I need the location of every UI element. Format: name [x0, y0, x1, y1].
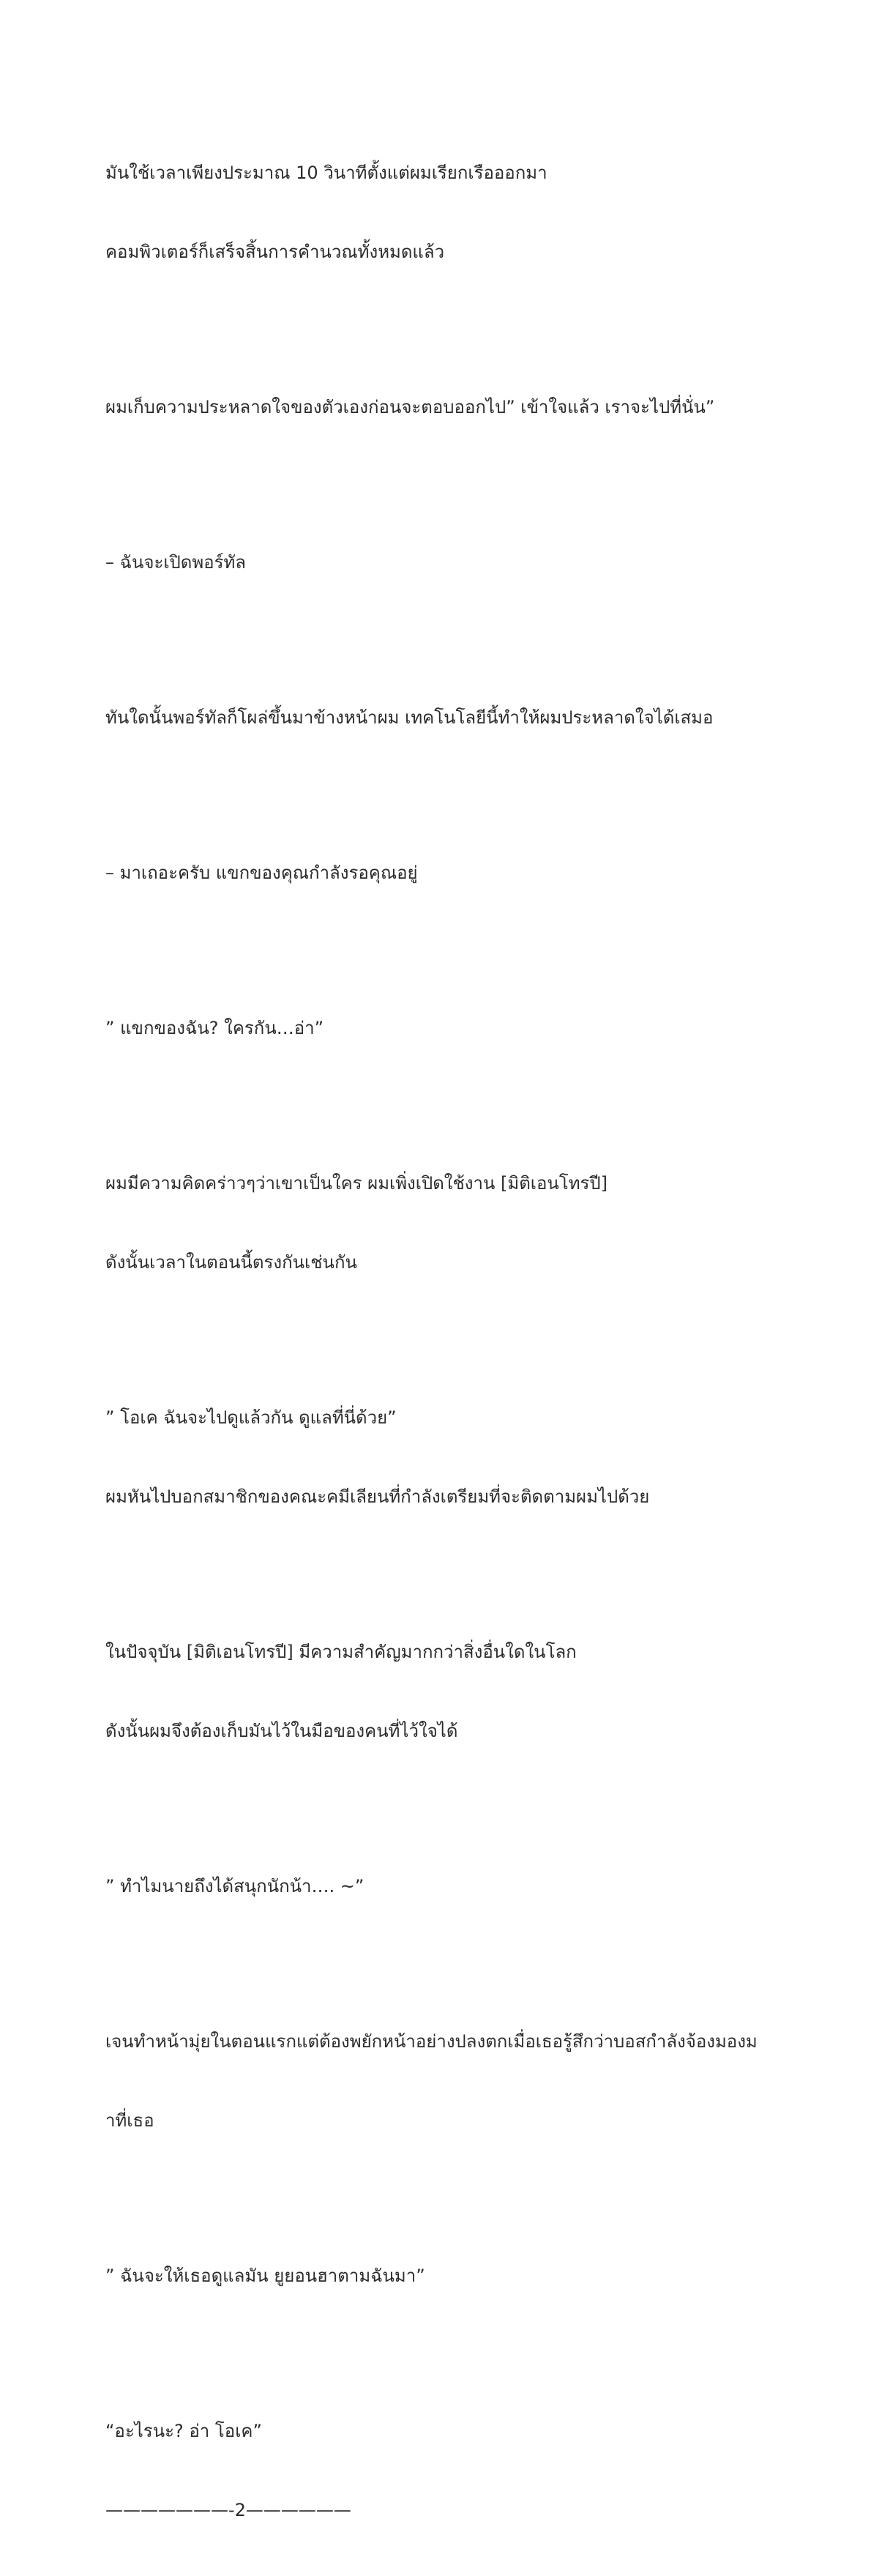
text-line: ผมมีความคิดคร่าวๆว่าเขาเป็นใคร ผมเพิ่งเปิดใช้งาน [มิติเอนโทรปี] [105, 1173, 608, 1194]
text-line: ผมหันไปบอกสมาชิกของคณะคมีเลียนที่กำลังเตรียมที่จะติดตามผมไปด้วย [105, 1486, 650, 1507]
text-line: ” แขกของฉัน? ใครกัน…อ่า” [105, 1018, 324, 1038]
text-line: ” ทำไมนายถึงได้สนุกนักน้า…. ~” [105, 1876, 365, 1896]
text-line: ผมเก็บความประหลาดใจของตัวเองก่อนจะตอบออกไป” เข้าใจแล้ว เราจะไปที่นั่น” [105, 397, 715, 417]
closing-line: “อะไรนะ? อ่า โอเค” [105, 2421, 262, 2441]
paragraph-2 [105, 341, 771, 473]
text-line: ” ฉันจะให้เธอดูแลมัน ยูยอนฮาตามฉันมา” [105, 2266, 425, 2286]
paragraph-5 [105, 807, 771, 939]
paragraph-6 [105, 962, 771, 1094]
paragraph-8 [105, 1352, 771, 1563]
paragraph-4 [105, 652, 771, 783]
text-line: ดังนั้นเวลาในตอนนี้ตรงกันเช่นกัน [105, 1252, 357, 1273]
paragraph-3 [105, 496, 771, 628]
text-line: าที่เธอ [105, 2110, 154, 2131]
paragraph-12 [105, 2210, 771, 2342]
text-line: ” โอเค ฉันจะไปดูแล้วกัน ดูแลที่นี่ด้วย” [105, 1407, 397, 1428]
paragraph-1 [105, 107, 771, 318]
paragraph-7 [105, 1117, 771, 1328]
document-body [105, 107, 771, 2576]
text-line: คอมพิวเตอร์ก็เสร็จสิ้นการคำนวณทั้งหมดแล้ว [105, 242, 445, 262]
text-line: ในปัจจุบัน [มิติเอนโทรปี] มีความสำคัญมากกว่าสิ่งอื่นใดในโลก [105, 1642, 577, 1662]
text-line: ทันใดนั้นพอร์ทัลก็โผล่ขึ้นมาข้างหน้าผม เทคโนโลยีนี้ทำให้ผมประหลาดใจได้เสมอ [105, 707, 714, 728]
text-line: เจนทำหน้ามุ่ยในตอนแรกแต่ต้องพยักหน้าอย่างปลงตกเมื่อเธอรู้สึกว่าบอสกำลังจ้องมองม [105, 2031, 758, 2052]
paragraph-10 [105, 1820, 771, 1952]
paragraph-closing [105, 2365, 771, 2576]
text-line: มันใช้เวลาเพียงประมาณ 10 วินาทีตั้งแต่ผมเรียกเรือออกมา [105, 163, 547, 183]
paragraph-11 [105, 1976, 771, 2186]
text-line: – ฉันจะเปิดพอร์ทัล [105, 552, 247, 573]
page-marker: ———————-2—————— [105, 2500, 351, 2520]
text-line: ดังนั้นผมจึงต้องเก็บมันไว้ในมือของคนที่ไว้ใจได้ [105, 1721, 458, 1741]
paragraph-9 [105, 1586, 771, 1797]
text-line: – มาเถอะครับ แขกของคุณกำลังรอคุณอยู่ [105, 863, 418, 883]
